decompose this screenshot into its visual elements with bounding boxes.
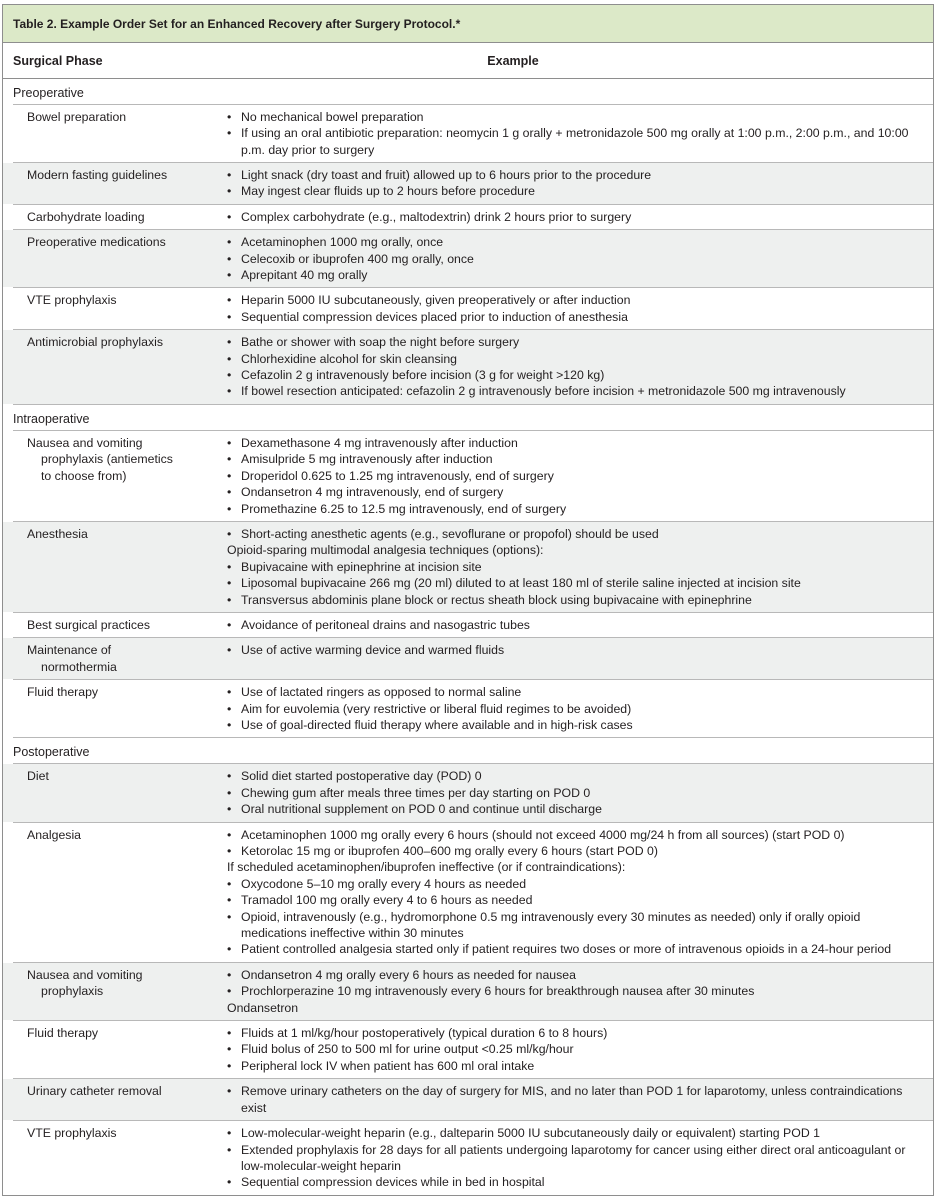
list-item: • Droperidol 0.625 to 1.25 mg intravenously, end of surgery <box>227 468 554 483</box>
phase-label: VTE prophylaxis <box>27 293 117 308</box>
row-fluid-therapy-post <box>3 1021 933 1078</box>
list-item: • If using an oral antibiotic preparation: neomycin 1 g orally + metronidazole 500 mg orally at 1:00 p.m., 2:00 p.m., and 10:00 p.m. day prior to surgery <box>227 126 909 157</box>
row-normothermia <box>3 638 933 679</box>
phase-label: Bowel preparation <box>27 110 127 124</box>
row-vte-prophylaxis-pre <box>3 288 933 329</box>
column-header-example: Example <box>487 53 539 68</box>
list-item: • Acetaminophen 1000 mg orally, once <box>227 235 444 250</box>
note-text: Ondansetron <box>227 1000 299 1015</box>
list-item: • Peripheral lock IV when patient has 600 ml oral intake <box>227 1058 535 1073</box>
column-header-row <box>3 43 933 79</box>
phase-label: Nausea and vomiting prophylaxis (antiemetics to choose from) <box>27 435 173 483</box>
row-antimicrobial-prophylaxis <box>3 330 933 404</box>
list-item: • Oral nutritional supplement on POD 0 and continue until discharge <box>227 802 602 817</box>
row-preoperative-medications <box>3 230 933 287</box>
example-cell <box>227 526 933 608</box>
row-nausea-vomiting-post <box>3 963 933 1020</box>
phase-label: Best surgical practices <box>27 617 151 632</box>
list-item: • Low-molecular-weight heparin (e.g., dalteparin 5000 IU subcutaneously daily or equivalent) starting POD 1 <box>227 1126 820 1141</box>
list-item: • May ingest clear fluids up to 2 hours before procedure <box>227 184 535 199</box>
list-item: • Sequential compression devices placed prior to induction of anesthesia <box>227 309 628 324</box>
list-item: • Bupivacaine with epinephrine at incision site <box>227 559 482 574</box>
section-postoperative: Postoperative <box>13 745 90 760</box>
row-anesthesia <box>3 522 933 612</box>
list-item: • Fluids at 1 ml/kg/hour postoperatively (typical duration 6 to 8 hours) <box>227 1026 608 1041</box>
list-item: • Short-acting anesthetic agents (e.g., sevoflurane or propofol) should be used <box>227 526 659 541</box>
list-item: • Avoidance of peritoneal drains and nasogastric tubes <box>227 617 530 632</box>
row-modern-fasting <box>3 163 933 204</box>
column-header-phase: Surgical Phase <box>13 53 103 68</box>
list-item: • Extended prophylaxis for 28 days for all patients undergoing laparotomy for cancer using either direct oral anticoagulant or low-molecular-weight heparin <box>227 1142 906 1173</box>
example-cell <box>227 684 933 733</box>
example-cell <box>227 827 933 958</box>
row-best-surgical-practices <box>3 613 933 637</box>
example-cell <box>227 167 933 200</box>
list-item: • Heparin 5000 IU subcutaneously, given preoperatively or after induction <box>227 293 631 308</box>
row-vte-prophylaxis-post <box>3 1121 933 1195</box>
list-item: • Use of lactated ringers as opposed to normal saline <box>227 685 522 700</box>
list-item: • Dexamethasone 4 mg intravenously after induction <box>227 435 518 450</box>
phase-label: Modern fasting guidelines <box>27 168 168 182</box>
row-urinary-catheter-removal <box>3 1079 933 1120</box>
phase-label: Fluid therapy <box>27 1026 99 1041</box>
list-item: • Tramadol 100 mg orally every 4 to 6 hours as needed <box>227 893 533 908</box>
row-carbohydrate-loading <box>3 205 933 229</box>
list-item: • Solid diet started postoperative day (POD) 0 <box>227 769 482 784</box>
list-item: • Complex carbohydrate (e.g., maltodextrin) drink 2 hours prior to surgery <box>227 209 632 224</box>
list-item: • Oxycodone 5–10 mg orally every 4 hours as needed <box>227 876 527 891</box>
example-cell <box>227 292 933 325</box>
example-cell <box>227 967 933 1016</box>
list-item: • Ondansetron 4 mg orally every 6 hours as needed for nausea <box>227 967 576 982</box>
example-cell <box>227 768 933 817</box>
phase-label: Preoperative medications <box>27 235 166 250</box>
list-item: • Ketorolac 15 mg or ibuprofen 400–600 mg orally every 6 hours (start POD 0) <box>227 844 658 858</box>
list-item: • Cefazolin 2 g intravenously before incision (3 g for weight >120 kg) <box>227 368 605 383</box>
phase-label: Diet <box>27 769 49 784</box>
phase-label: Urinary catheter removal <box>27 1084 162 1099</box>
example-cell <box>227 334 933 400</box>
list-item: • Chewing gum after meals three times per day starting on POD 0 <box>227 785 591 800</box>
list-item: • Use of active warming device and warmed fluids <box>227 643 505 658</box>
table-title: Table 2. Example Order Set for an Enhanced Recovery after Surgery Protocol.* <box>3 5 933 43</box>
list-item: • Promethazine 6.25 to 12.5 mg intravenously, end of surgery <box>227 501 567 516</box>
phase-label: Analgesia <box>27 827 82 842</box>
list-item: • Light snack (dry toast and fruit) allowed up to 6 hours prior to the procedure <box>227 168 652 182</box>
list-item: • Remove urinary catheters on the day of surgery for MIS, and no later than POD 1 for laparotomy, unless contraindications exist <box>227 1084 903 1115</box>
example-cell <box>227 234 933 283</box>
phase-label: Antimicrobial prophylaxis <box>27 335 164 350</box>
phase-label: VTE prophylaxis <box>27 1126 117 1141</box>
example-cell <box>227 209 933 225</box>
list-item: • No mechanical bowel preparation <box>227 110 424 124</box>
phase-label: Maintenance of normothermia <box>27 643 117 674</box>
example-cell <box>227 642 933 675</box>
row-analgesia <box>3 823 933 962</box>
row-nausea-vomiting-intra <box>3 431 933 521</box>
note-text: Opioid-sparing multimodal analgesia techniques (options): <box>227 543 544 558</box>
example-cell <box>227 1083 933 1116</box>
example-cell <box>227 109 933 158</box>
example-cell <box>227 1125 933 1191</box>
list-item: • Fluid bolus of 250 to 500 ml for urine output <0.25 ml/kg/hour <box>227 1042 574 1057</box>
list-item: • Bathe or shower with soap the night before surgery <box>227 335 520 350</box>
phase-label: Carbohydrate loading <box>27 209 145 224</box>
list-item: • If bowel resection anticipated: cefazolin 2 g intravenously before incision + metronidazole 500 mg intravenously <box>227 384 846 399</box>
phase-label: Anesthesia <box>27 526 88 541</box>
list-item: • Patient controlled analgesia started only if patient requires two doses or more of intravenous opioids in a 24-hour period <box>227 942 892 957</box>
list-item: • Celecoxib or ibuprofen 400 mg orally, once <box>227 251 474 266</box>
section-preoperative: Preoperative <box>13 86 84 100</box>
list-item: • Acetaminophen 1000 mg orally every 6 hours (should not exceed 4000 mg/24 h from all sources) (start POD 0) <box>227 827 845 842</box>
list-item: • Aprepitant 40 mg orally <box>227 268 368 283</box>
list-item: • Aim for euvolemia (very restrictive or liberal fluid regimes to be avoided) <box>227 701 632 716</box>
list-item: • Chlorhexidine alcohol for skin cleansing <box>227 351 458 366</box>
row-fluid-therapy-intra <box>3 680 933 737</box>
list-item: • Amisulpride 5 mg intravenously after induction <box>227 452 493 467</box>
example-cell <box>227 1025 933 1074</box>
list-item: • Sequential compression devices while in bed in hospital <box>227 1175 545 1190</box>
list-item: • Use of goal-directed fluid therapy where available and in high-risk cases <box>227 717 633 732</box>
list-item: • Transversus abdominis plane block or rectus sheath block using bupivacaine with epinephrine <box>227 592 752 607</box>
row-diet <box>3 764 933 821</box>
section-intraoperative: Intraoperative <box>13 411 90 426</box>
phase-label: Fluid therapy <box>27 685 99 700</box>
example-cell <box>227 617 933 633</box>
list-item: • Ondansetron 4 mg intravenously, end of surgery <box>227 485 504 500</box>
list-item: • Opioid, intravenously (e.g., hydromorphone 0.5 mg intravenously every 30 minutes as needed) only if orally opioid medications ineffective within 30 minutes <box>227 909 861 941</box>
row-bowel-preparation <box>3 105 933 162</box>
list-item: • Prochlorperazine 10 mg intravenously every 6 hours for breakthrough nausea after 30 minutes <box>227 984 755 999</box>
order-set-table <box>2 4 934 1196</box>
list-item: • Liposomal bupivacaine 266 mg (20 ml) diluted to at least 180 ml of sterile saline injected at incision site <box>227 576 801 591</box>
phase-label: Nausea and vomiting prophylaxis <box>27 967 143 999</box>
note-text: If scheduled acetaminophen/ibuprofen ineffective (or if contraindications): <box>227 860 626 875</box>
example-cell <box>227 435 933 517</box>
